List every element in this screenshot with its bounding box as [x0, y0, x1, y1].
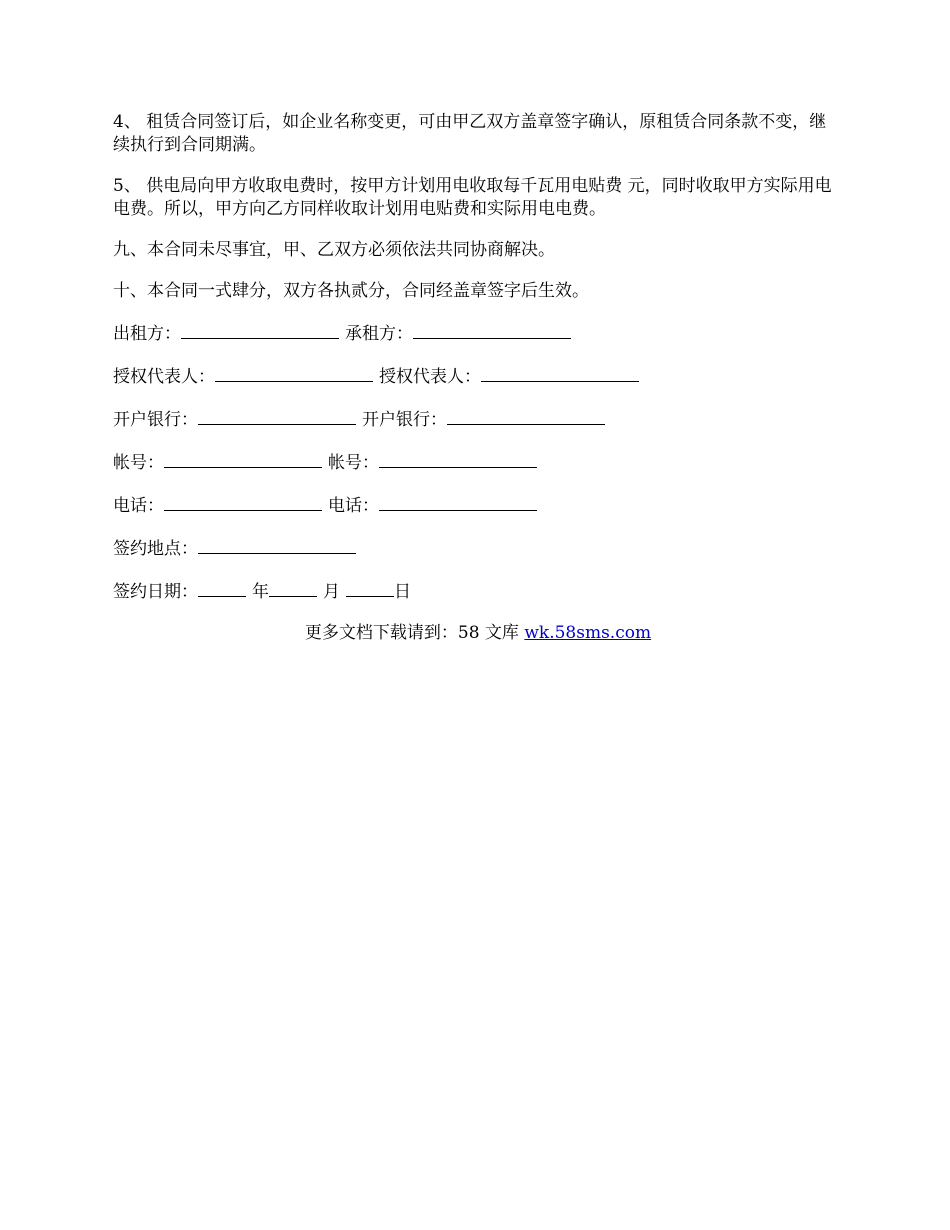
- lessor-label: 出租方：: [113, 324, 181, 344]
- place-blank: [198, 536, 356, 554]
- day-blank: [346, 579, 394, 597]
- month-blank: [269, 579, 317, 597]
- document-page: [113, 111, 843, 645]
- download-footer: [113, 622, 843, 645]
- bank-blank-b: [447, 407, 605, 425]
- phone-label-a: 电话：: [113, 496, 164, 516]
- clause-4: 4、 租赁合同签订后，如企业名称变更，可由甲乙双方盖章签字确认，原租赁合同条款不变，继续执行到合同期满。: [113, 112, 827, 155]
- year-label: 年: [252, 582, 269, 602]
- clause-5: 5、 供电局向甲方收取电费时，按甲方计划用电收取每千瓦用电贴费 元，同时收取甲方实际用电电费。所以，甲方向乙方同样收取计划用电贴费和实际用电电费。: [113, 176, 832, 219]
- phone-row: [113, 493, 843, 518]
- account-blank-b: [379, 450, 537, 468]
- day-label: 日: [394, 582, 411, 602]
- bank-blank-a: [198, 407, 356, 425]
- lessee-label: 承租方：: [345, 324, 413, 344]
- place-label: 签约地点：: [113, 539, 198, 559]
- rep-blank-a: [215, 364, 373, 382]
- year-blank: [198, 579, 246, 597]
- account-label-b: 帐号：: [328, 453, 379, 473]
- lessee-blank: [413, 321, 571, 339]
- account-blank-a: [164, 450, 322, 468]
- clause-10: 十、本合同一式肆分，双方各执贰分，合同经盖章签字后生效。: [113, 281, 589, 301]
- party-row: [113, 321, 843, 346]
- rep-blank-b: [481, 364, 639, 382]
- phone-label-b: 电话：: [328, 496, 379, 516]
- representative-row: [113, 364, 843, 389]
- bank-label-a: 开户银行：: [113, 410, 198, 430]
- phone-blank-a: [164, 493, 322, 511]
- account-label-a: 帐号：: [113, 453, 164, 473]
- account-row: [113, 450, 843, 475]
- footer-text: 更多文档下载请到：58 文库: [304, 623, 525, 643]
- phone-blank-b: [379, 493, 537, 511]
- month-label: 月: [323, 582, 340, 602]
- bank-row: [113, 407, 843, 432]
- rep-label-b: 授权代表人：: [379, 367, 481, 387]
- clause-9: 九、本合同未尽事宜，甲、乙双方必须依法共同协商解决。: [113, 240, 555, 260]
- place-row: [113, 536, 843, 561]
- rep-label-a: 授权代表人：: [113, 367, 215, 387]
- date-label: 签约日期：: [113, 582, 198, 602]
- date-row: [113, 579, 843, 604]
- lessor-blank: [181, 321, 339, 339]
- footer-link[interactable]: wk.58sms.com: [524, 623, 652, 643]
- bank-label-b: 开户银行：: [362, 410, 447, 430]
